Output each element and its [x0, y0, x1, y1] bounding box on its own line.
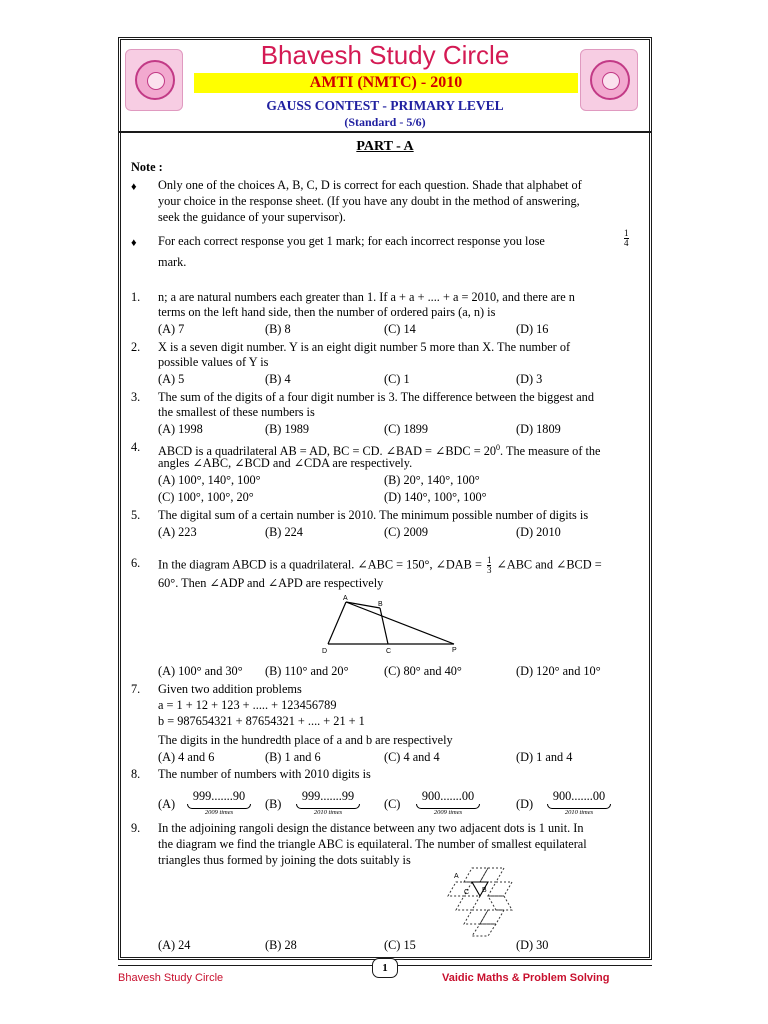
logo-left	[125, 49, 183, 111]
question-number: 1.	[131, 290, 141, 304]
option-d: (D) 140°, 100°, 100°	[384, 490, 487, 504]
option-d: (D) 2010	[516, 525, 561, 539]
fig-label-c: C	[386, 648, 392, 655]
note-line: mark.	[158, 255, 187, 269]
question-text: ABCD is a quadrilateral AB = AD, BC = CD. ∠BAD = ∠BDC = $20^0$. The measure of the	[158, 443, 601, 459]
fig-label-b: B	[482, 887, 487, 894]
question-number: 3.	[131, 390, 141, 404]
option-a: (A) 5	[158, 372, 185, 386]
question-number: 7.	[131, 682, 141, 696]
fig-label-a: A	[454, 873, 459, 880]
brand-title: Bhavesh Study Circle	[260, 40, 510, 70]
note-line: Only one of the choices A, B, C, D is correct for each question. Shade that alphabet of	[158, 178, 582, 192]
option-d-value: 900.......00 2010 times	[543, 789, 615, 816]
fig-label-c: C	[464, 889, 470, 896]
footer-left: Bhavesh Study Circle	[118, 972, 224, 984]
option-c-value: 900.......00 2009 times	[412, 789, 484, 816]
question-text: terms on the left hand side, then the number of ordered pairs (a, n) is	[158, 305, 496, 319]
question-text: The number of numbers with 2010 digits is	[158, 767, 371, 781]
question-text: 60°. Then ∠ADP and ∠APD are respectively	[158, 576, 384, 590]
quadrilateral-figure	[316, 594, 466, 656]
quarter-fraction: $\frac{1}{4}$	[624, 228, 629, 248]
option-d: (D) 3	[516, 372, 543, 386]
option-c: (C) 14	[384, 322, 416, 336]
question-text: Given two addition problems	[158, 682, 302, 696]
question-text: The digits in the hundredth place of a and b are respectively	[158, 733, 453, 747]
option-a: (A) 7	[158, 322, 185, 336]
question-text: In the adjoining rangoli design the distance between any two adjacent dots is 1 unit. In	[158, 821, 584, 835]
option-b: (B) 8	[265, 322, 291, 336]
question-text: b = 987654321 + 87654321 + .... + 21 + 1	[158, 714, 365, 728]
option-d: (D)	[516, 797, 534, 811]
level-title: GAUSS CONTEST - PRIMARY LEVEL	[266, 98, 504, 113]
option-d: (D) 1 and 4	[516, 750, 573, 764]
option-c: (C) 4 and 4	[384, 750, 440, 764]
option-b: (B) 20°, 140°, 100°	[384, 473, 480, 487]
option-c: (C) 1	[384, 372, 410, 386]
option-c: (C) 100°, 100°, 20°	[158, 490, 254, 504]
question-number: 2.	[131, 340, 141, 354]
question-number: 5.	[131, 508, 141, 522]
note-line: your choice in the response sheet. (If you have any doubt in the method of answering,	[158, 194, 580, 208]
question-text: triangles thus formed by joining the dots suitably is	[158, 853, 411, 867]
question-text: The sum of the digits of a four digit number is 3. The difference between the biggest and	[158, 390, 594, 404]
fig-label-p: P	[452, 647, 457, 654]
option-b: (B) 1 and 6	[265, 750, 321, 764]
option-a: (A)	[158, 797, 176, 811]
option-a-value: 999.......90 2009 times	[183, 789, 255, 816]
header-divider	[118, 131, 652, 133]
option-b: (B) 1989	[265, 422, 310, 436]
question-text: angles ∠ABC, ∠BCD and ∠CDA are respectively.	[158, 456, 413, 470]
option-c: (C) 2009	[384, 525, 429, 539]
question-text: the smallest of these numbers is	[158, 405, 315, 419]
option-a: (A) 4 and 6	[158, 750, 215, 764]
option-b-value: 999.......99 2010 times	[292, 789, 364, 816]
logo-right	[580, 49, 638, 111]
question-text: a = 1 + 12 + 123 + ..... + 123456789	[158, 698, 337, 712]
fig-label-a: A	[343, 595, 348, 602]
bullet-diamond-icon: ♦	[131, 181, 137, 193]
rangoli-figure	[442, 860, 534, 940]
option-a: (A) 24	[158, 938, 191, 952]
contest-title: AMTI (NMTC) - 2010	[194, 73, 578, 93]
question-text: the diagram we find the triangle ABC is equilateral. The number of smallest equilateral	[158, 837, 587, 851]
question-text: n; a are natural numbers each greater than 1. If a + a + .... + a = 2010, and there are n	[158, 290, 575, 304]
bullet-diamond-icon: ♦	[131, 237, 137, 249]
page-number: 1	[372, 958, 398, 978]
question-number: 4.	[131, 440, 141, 454]
note-label: Note :	[131, 160, 163, 174]
option-c: (C)	[384, 797, 401, 811]
option-a: (A) 1998	[158, 422, 203, 436]
option-b: (B) 28	[265, 938, 297, 952]
option-d: (D) 120° and 10°	[516, 664, 601, 678]
option-b: (B) 4	[265, 372, 291, 386]
question-text: possible values of Y is	[158, 355, 269, 369]
option-b: (B) 224	[265, 525, 303, 539]
option-a: (A) 223	[158, 525, 197, 539]
option-b: (B)	[265, 797, 282, 811]
question-number: 6.	[131, 556, 141, 570]
footer-right: Vaidic Maths & Problem Solving	[442, 972, 610, 984]
option-a: (A) 100° and 30°	[158, 664, 243, 678]
option-d: (D) 16	[516, 322, 549, 336]
question-text: The digital sum of a certain number is 2010. The minimum possible number of digits is	[158, 508, 589, 522]
note-line: seek the guidance of your supervisor).	[158, 210, 346, 224]
option-d: (D) 30	[516, 938, 549, 952]
question-text: In the diagram ABCD is a quadrilateral. ∠ABC = 150°, ∠DAB = $\frac{1}{3}$ ∠ABC and ∠BCD =	[158, 555, 602, 575]
standard-label: (Standard - 5/6)	[344, 115, 426, 129]
fig-label-b: B	[378, 601, 383, 608]
question-number: 8.	[131, 767, 141, 781]
option-b: (B) 110° and 20°	[265, 664, 349, 678]
option-c: (C) 1899	[384, 422, 429, 436]
note-line: For each correct response you get 1 mark; for each incorrect response you lose	[158, 234, 545, 248]
option-c: (C) 15	[384, 938, 416, 952]
question-text: X is a seven digit number. Y is an eight digit number 5 more than X. The number of	[158, 340, 571, 354]
option-c: (C) 80° and 40°	[384, 664, 462, 678]
option-d: (D) 1809	[516, 422, 561, 436]
option-a: (A) 100°, 140°, 100°	[158, 473, 261, 487]
fig-label-d: D	[322, 648, 328, 655]
question-number: 9.	[131, 821, 141, 835]
part-heading: PART - A	[356, 139, 414, 154]
